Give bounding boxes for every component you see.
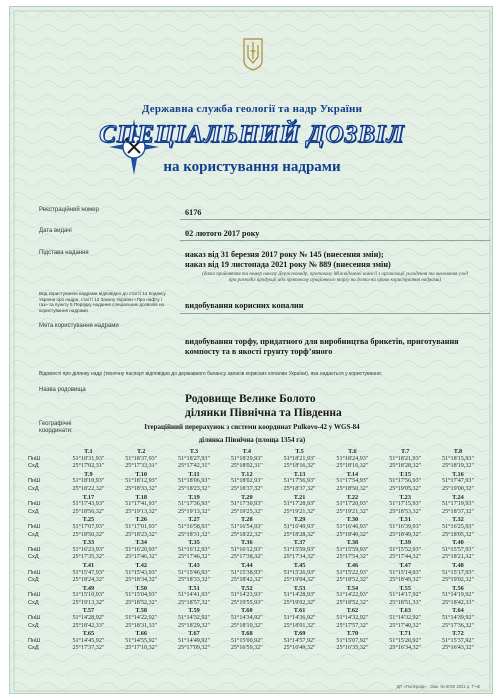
lat-row-label: ПнШ (28, 455, 41, 462)
reg-number-label: Реєстраційний номер (39, 207, 99, 213)
point-label: T.8 (453, 448, 463, 455)
lon-row-label: СхД (28, 463, 39, 470)
lat-row-label: ПнШ (28, 569, 41, 576)
latitude-cell: 51°17'28,93" (283, 501, 316, 508)
row-label-empty (28, 516, 62, 524)
latitude-cell: 51°16'39,93" (389, 523, 422, 530)
point-label: T.6 (348, 448, 357, 455)
longitude-row (28, 509, 484, 517)
point-label: T.56 (452, 584, 464, 592)
point-label: T.13 (293, 470, 306, 478)
lat-row-label: ПнШ (28, 637, 41, 644)
longitude-cell: 25°17'38,32" (230, 554, 263, 561)
row-label-empty (28, 471, 62, 479)
latitude-cell: 51°17'20,93" (336, 501, 369, 508)
longitude-cell: 25°19'00,32" (442, 485, 474, 492)
longitude-cell: 25°18'42,33" (442, 599, 474, 606)
latitude-row (28, 524, 484, 532)
latitude-cell: 51°17'47,93" (442, 478, 474, 485)
point-label: T.17 (82, 493, 95, 501)
divider (180, 240, 490, 241)
latitude-cell: 51°17'36,93" (178, 501, 210, 508)
longitude-cell: 25°17'42,31" (178, 463, 210, 470)
point-header-row (28, 562, 484, 570)
longitude-row (28, 577, 484, 585)
latitude-cell: 51°18'10,93" (72, 478, 105, 485)
longitude-cell: 25°18'50,32" (72, 531, 105, 538)
longitude-cell: 25°17'37,32" (72, 645, 105, 652)
latitude-cell: 51°14'17,92" (389, 592, 422, 599)
latitude-cell: 51°15'46,93" (178, 569, 210, 576)
point-label: T.52 (240, 584, 253, 592)
point-label: T.22 (346, 493, 359, 501)
lat-row-label: ПнШ (28, 592, 41, 599)
longitude-cell: 25°17'40,32" (389, 622, 422, 629)
latitude-cell: 51°14'32,92" (389, 615, 422, 622)
point-label: T.35 (188, 539, 200, 547)
basis-line-1: наказ від 31 березня 2017 року № 145 (внесення змін); (185, 250, 384, 259)
longitude-cell: 25°18'28,32" (283, 531, 316, 538)
point-label: T.66 (135, 630, 147, 638)
deposit-name (185, 392, 342, 420)
lon-row-label: СхД (28, 485, 39, 492)
issue-date-value: 02 лютого 2017 року (185, 229, 260, 238)
longitude-row (28, 645, 484, 653)
longitude-cell: 25°18'22,32" (72, 485, 105, 492)
longitude-cell: 25°19'02,32" (283, 599, 316, 606)
point-header-row (28, 448, 484, 456)
latitude-cell: 51°16'12,93" (230, 546, 263, 553)
lon-row-label: СхД (28, 577, 39, 584)
point-label: T.38 (346, 539, 359, 547)
longitude-cell: 25°18'23,32" (125, 531, 158, 538)
longitude-cell: 25°18'42,33" (72, 622, 105, 629)
longitude-cell: 25°16'59,32" (230, 645, 263, 652)
latitude-cell: 51°18'27,93" (178, 455, 210, 462)
latitude-row (28, 478, 484, 486)
longitude-cell: 25°17'09,32" (178, 645, 210, 652)
longitude-cell: 25°18'23,32" (178, 485, 210, 492)
longitude-cell: 25°18'19,32" (442, 463, 474, 470)
longitude-row (28, 532, 484, 540)
purpose-value: видобування торфу, придатного для виробництва брикетів, приготування компосту та в якості грунту торф’яного (185, 337, 459, 356)
coordinates-table (28, 448, 484, 653)
point-label: T.72 (452, 630, 464, 638)
longitude-cell: 25°19'13,32" (125, 508, 158, 515)
latitude-cell: 51°16'46,93" (336, 523, 369, 530)
lon-row-label: СхД (28, 531, 39, 538)
point-label: T.44 (240, 561, 253, 569)
longitude-row (28, 486, 484, 494)
point-label: T.61 (293, 607, 306, 615)
longitude-cell: 25°18'42,32" (230, 577, 263, 584)
point-label: T.60 (240, 607, 253, 615)
point-label: T.65 (82, 630, 95, 638)
latitude-cell: 51°18'12,93" (125, 478, 158, 485)
latitude-cell: 51°15'00,92" (230, 637, 263, 644)
latitude-cell: 51°17'15,93" (389, 501, 422, 508)
latitude-cell: 51°15'59,93" (336, 546, 369, 553)
basis-note: (дата прийняття та номер наказу Держгеонадр, протоколу Міжвідомчої комісії з організації укладення та виконання угод про розподіл продукції або протоколу аукціонного торгу на дозвіл на право користування надрами) (202, 272, 468, 283)
use-type-value: видобування корисних копалин (185, 301, 304, 310)
latitude-cell: 51°18'06,93" (178, 478, 210, 485)
permit-title: СПЕЦІАЛЬНИЙ ДОЗВІЛ (99, 121, 405, 148)
point-label: T.30 (346, 516, 359, 524)
latitude-cell: 51°18'15,93" (442, 455, 474, 462)
site-info-note: Відомості про ділянку надр (технічну паспорт відповідно до державного балансу запасів корисних копалин України), яка надається у користування: (39, 371, 382, 377)
latitude-cell: 51°18'24,93" (336, 455, 369, 462)
longitude-cell: 25°18'31,33" (125, 622, 158, 629)
geo-coords-label: Географічні координати: (39, 421, 73, 434)
lat-row-label: ПнШ (28, 478, 41, 485)
latitude-cell: 51°15'14,93" (389, 569, 422, 576)
latitude-cell: 51°17'56,93" (389, 478, 422, 485)
point-label: T.67 (188, 630, 200, 638)
permit-sheet (9, 6, 493, 694)
lat-row-label: ПнШ (28, 546, 41, 553)
longitude-cell: 25°17'02,31" (72, 463, 105, 470)
row-label-empty (28, 562, 62, 570)
latitude-cell: 51°18'37,93" (125, 455, 158, 462)
longitude-cell: 25°18'02,31" (230, 463, 263, 470)
lon-row-label: СхД (28, 645, 39, 652)
lat-row-label: ПнШ (28, 501, 41, 508)
longitude-cell: 25°18'16,32" (336, 463, 369, 470)
use-type-label: Вид користування надрами відповідно до статті 14 Кодексу України про надра, статті 13 Закону України «Про нафту і газ» та пункту 5 Порядку надання спеціальних дозволів на користування надрами (39, 291, 166, 313)
latitude-cell: 51°15'07,92" (336, 637, 369, 644)
point-label: T.29 (293, 516, 306, 524)
lat-row-label: ПнШ (28, 615, 41, 622)
latitude-cell: 51°15'52,93" (389, 546, 422, 553)
latitude-cell: 51°16'23,93" (72, 546, 105, 553)
longitude-cell: 25°18'52,32" (336, 577, 369, 584)
longitude-cell: 25°17'46,32" (125, 554, 158, 561)
longitude-cell: 25°17'54,32" (336, 554, 369, 561)
issue-date-label: Дата видачі (39, 228, 72, 234)
purpose-label: Мета користування надрами (39, 323, 119, 329)
longitude-cell: 25°18'10,32" (230, 622, 263, 629)
plot-line: ділянка Північна (площа 1354 га) (198, 436, 306, 444)
longitude-cell: 25°19'04,32" (283, 577, 316, 584)
longitude-cell: 25°18'56,32" (72, 508, 105, 515)
longitude-cell: 25°16'34,32" (389, 645, 422, 652)
point-label: T.54 (346, 584, 359, 592)
longitude-row (28, 463, 484, 471)
point-label: T.48 (452, 561, 464, 569)
point-label: T.21 (293, 493, 306, 501)
point-label: T.9 (84, 470, 93, 478)
point-label: T.27 (188, 516, 200, 524)
row-label-empty (28, 630, 62, 638)
longitude-cell: 25°17'10,32" (125, 645, 158, 652)
longitude-row (28, 623, 484, 631)
longitude-cell: 25°18'57,32" (178, 599, 210, 606)
row-label-empty (28, 539, 62, 547)
latitude-cell: 51°14'41,93" (178, 592, 210, 599)
point-label: T.45 (293, 561, 306, 569)
lon-row-label: СхД (28, 508, 39, 515)
coords-system-line: Ітераційний перерахунок з системи координат Pulkovo-42 у WGS-84 (144, 423, 360, 431)
longitude-cell: 25°17'35,32" (72, 554, 105, 561)
point-label: T.59 (188, 607, 200, 615)
latitude-cell: 51°14'49,92" (178, 637, 210, 644)
point-label: T.53 (293, 584, 306, 592)
latitude-cell: 51°14'55,92" (125, 637, 158, 644)
point-label: T.32 (452, 516, 464, 524)
row-label-empty (28, 494, 62, 502)
trident-emblem-icon (242, 37, 264, 71)
point-label: T.31 (399, 516, 411, 524)
point-label: T.63 (399, 607, 411, 615)
longitude-cell: 25°17'44,32" (389, 554, 422, 561)
point-label: T.62 (346, 607, 359, 615)
longitude-cell: 25°18'37,32" (230, 485, 263, 492)
point-label: T.57 (82, 607, 95, 615)
longitude-cell: 25°18'52,32" (336, 599, 369, 606)
longitude-cell: 25°18'22,32" (230, 531, 263, 538)
longitude-row (28, 600, 484, 608)
point-label: T.24 (452, 493, 464, 501)
latitude-cell: 51°14'19,92" (442, 592, 474, 599)
latitude-cell: 51°17'01,93" (125, 523, 158, 530)
latitude-cell: 51°15'57,93" (442, 546, 474, 553)
point-label: T.40 (452, 539, 464, 547)
longitude-cell: 25°16'43,32" (442, 645, 474, 652)
longitude-cell: 25°18'37,32" (442, 508, 474, 515)
latitude-cell: 51°17'43,93" (72, 501, 105, 508)
latitude-cell: 51°16'20,93" (125, 546, 158, 553)
longitude-cell: 25°18'40,32" (336, 531, 369, 538)
longitude-cell: 25°18'28,32" (389, 463, 422, 470)
latitude-cell: 51°14'57,92" (283, 637, 316, 644)
latitude-cell: 51°17'56,93" (283, 478, 316, 485)
longitude-cell: 25°19'13,32" (72, 599, 105, 606)
point-label: T.51 (188, 584, 200, 592)
latitude-cell: 51°18'29,93" (230, 455, 263, 462)
lon-row-label: СхД (28, 599, 39, 606)
row-label-empty (28, 585, 62, 593)
longitude-cell: 25°18'50,32" (336, 485, 369, 492)
point-label: T.34 (135, 539, 147, 547)
longitude-cell: 25°19'02,32" (442, 577, 474, 584)
point-label: T.33 (82, 539, 95, 547)
permit-subtitle: на користування надрами (163, 159, 341, 175)
longitude-cell: 25°19'21,32" (283, 508, 316, 515)
longitude-cell: 25°18'53,32" (389, 508, 422, 515)
latitude-cell: 51°18'02,93" (230, 478, 263, 485)
longitude-cell: 25°17'34,32" (283, 554, 316, 561)
reg-number-value: 6176 (185, 208, 202, 217)
longitude-cell: 25°16'35,32" (336, 645, 369, 652)
latitude-cell: 51°15'43,93" (125, 569, 158, 576)
latitude-cell: 51°17'54,93" (336, 478, 369, 485)
latitude-cell: 51°15'47,93" (72, 569, 105, 576)
point-label: T.39 (399, 539, 411, 547)
point-label: T.19 (188, 493, 200, 501)
latitude-cell: 51°15'17,93" (442, 569, 474, 576)
point-label: T.41 (82, 561, 95, 569)
point-label: T.68 (240, 630, 253, 638)
point-label: T.49 (82, 584, 95, 592)
latitude-cell: 51°17'41,93" (125, 501, 158, 508)
lat-row-label: ПнШ (28, 523, 41, 530)
point-label: T.69 (293, 630, 306, 638)
point-label: T.55 (399, 584, 411, 592)
point-label: T.36 (240, 539, 253, 547)
latitude-cell: 51°18'21,93" (389, 455, 422, 462)
latitude-cell: 51°17'30,93" (230, 501, 263, 508)
point-label: T.50 (135, 584, 147, 592)
latitude-cell: 51°14'39,92" (442, 615, 474, 622)
longitude-cell: 25°19'21,32" (336, 508, 369, 515)
longitude-cell: 25°18'52,32" (125, 599, 158, 606)
point-label: T.28 (240, 516, 253, 524)
latitude-cell: 51°15'10,93" (72, 592, 105, 599)
point-header-row (28, 607, 484, 615)
longitude-cell: 25°18'33,32" (125, 485, 158, 492)
point-label: T.5 (295, 448, 304, 455)
latitude-cell: 51°14'28,92" (72, 615, 105, 622)
lon-row-label: СхД (28, 554, 39, 561)
agency-name: Державна служба геології та надр України (141, 103, 363, 115)
latitude-cell: 51°15'37,92" (442, 637, 474, 644)
latitude-cell: 51°15'20,92" (389, 637, 422, 644)
row-label-empty (28, 607, 62, 615)
latitude-cell: 51°17'07,93" (72, 523, 105, 530)
latitude-row (28, 615, 484, 623)
point-label: T.71 (399, 630, 411, 638)
latitude-cell: 51°14'32,92" (178, 615, 210, 622)
point-label: T.10 (135, 470, 147, 478)
point-label: T.25 (82, 516, 95, 524)
longitude-cell: 25°18'37,32" (283, 485, 316, 492)
latitude-cell: 51°16'12,93" (178, 546, 210, 553)
longitude-cell: 25°19'05,32" (389, 485, 422, 492)
longitude-cell: 25°18'21,32" (442, 554, 474, 561)
latitude-cell: 51°14'45,92" (72, 637, 105, 644)
point-label: T.46 (346, 561, 359, 569)
latitude-cell: 51°16'58,93" (178, 523, 210, 530)
longitude-cell: 25°18'01,32" (283, 622, 316, 629)
latitude-cell: 51°18'21,93" (283, 455, 316, 462)
longitude-cell: 25°18'49,32" (389, 531, 422, 538)
longitude-cell: 25°18'29,32" (178, 622, 210, 629)
latitude-cell: 51°14'22,93" (336, 592, 369, 599)
point-header-row (28, 630, 484, 638)
point-label: T.37 (293, 539, 306, 547)
latitude-cell: 51°15'22,93" (336, 569, 369, 576)
longitude-cell: 25°19'13,32" (178, 508, 210, 515)
longitude-cell: 25°18'24,32" (72, 577, 105, 584)
printer-footer: ДП «Поліграф» · Зам. № 0000 2021 р. Т-ч6 (396, 684, 480, 689)
latitude-cell: 51°14'22,92" (125, 615, 158, 622)
point-label: T.18 (135, 493, 147, 501)
point-label: T.70 (346, 630, 359, 638)
latitude-cell: 51°14'28,93" (283, 592, 316, 599)
latitude-cell: 51°15'38,93" (230, 569, 263, 576)
point-label: T.16 (452, 470, 464, 478)
latitude-cell: 51°14'36,92" (283, 615, 316, 622)
point-label: T.20 (240, 493, 253, 501)
lon-row-label: СхД (28, 622, 39, 629)
longitude-cell: 25°18'05,32" (442, 531, 474, 538)
point-label: T.15 (399, 470, 411, 478)
latitude-cell: 51°15'04,93" (125, 592, 158, 599)
longitude-cell: 25°18'31,32" (178, 531, 210, 538)
deposit-line-1: Родовище Велике Болото (185, 393, 316, 405)
point-label: T.14 (346, 470, 359, 478)
latitude-cell: 51°17'19,93" (442, 501, 474, 508)
longitude-cell: 25°17'36,32" (442, 622, 474, 629)
divider (180, 313, 490, 314)
deposit-line-2: ділянки Північна та Південна (185, 407, 342, 419)
latitude-cell: 51°15'59,93" (283, 546, 316, 553)
point-header-row (28, 539, 484, 547)
latitude-cell: 51°16'54,93" (230, 523, 263, 530)
longitude-cell: 25°17'33,31" (125, 463, 158, 470)
longitude-cell: 25°18'16,32" (283, 463, 316, 470)
latitude-cell: 51°16'49,93" (283, 523, 316, 530)
longitude-cell: 25°18'34,32" (125, 577, 158, 584)
point-label: T.7 (400, 448, 410, 455)
longitude-cell: 25°18'49,32" (389, 577, 422, 584)
point-label: T.58 (135, 607, 147, 615)
longitude-cell: 25°17'46,32" (178, 554, 210, 561)
longitude-row (28, 554, 484, 562)
latitude-cell: 51°14'32,92" (336, 615, 369, 622)
point-label: T.1 (84, 448, 93, 455)
longitude-cell: 25°19'25,32" (230, 508, 263, 515)
latitude-cell: 51°14'34,92" (230, 615, 263, 622)
point-label: T.23 (399, 493, 411, 501)
divider (180, 219, 490, 220)
latitude-row (28, 592, 484, 600)
latitude-row (28, 570, 484, 578)
latitude-cell: 51°15'26,93" (283, 569, 316, 576)
latitude-row (28, 501, 484, 509)
point-label: T.47 (399, 561, 411, 569)
basis-line-2: наказ від 19 листопада 2021 року № 889 (внесення змін) (185, 260, 391, 269)
point-label: T.4 (242, 448, 252, 455)
point-label: T.3 (189, 448, 199, 455)
latitude-cell: 51°14'23,93" (230, 592, 263, 599)
latitude-cell: 51°18'31,93" (72, 455, 105, 462)
site-name-label: Назва родовища (39, 387, 86, 393)
latitude-cell: 51°16'25,93" (442, 523, 474, 530)
longitude-cell: 25°18'33,32" (178, 577, 210, 584)
point-header-row (28, 516, 484, 524)
row-label-empty (28, 448, 62, 456)
point-label: T.42 (135, 561, 147, 569)
longitude-cell: 25°17'57,32" (336, 622, 369, 629)
longitude-cell: 25°18'51,33" (389, 599, 422, 606)
basis-label: Підстава надання (39, 250, 89, 256)
longitude-cell: 25°16'49,32" (283, 645, 316, 652)
longitude-cell: 25°19'55,93" (230, 599, 263, 606)
point-label: T.26 (135, 516, 147, 524)
point-label: T.11 (188, 470, 200, 478)
point-label: T.12 (240, 470, 253, 478)
point-label: T.43 (188, 561, 200, 569)
point-label: T.2 (136, 448, 146, 455)
point-label: T.64 (452, 607, 464, 615)
